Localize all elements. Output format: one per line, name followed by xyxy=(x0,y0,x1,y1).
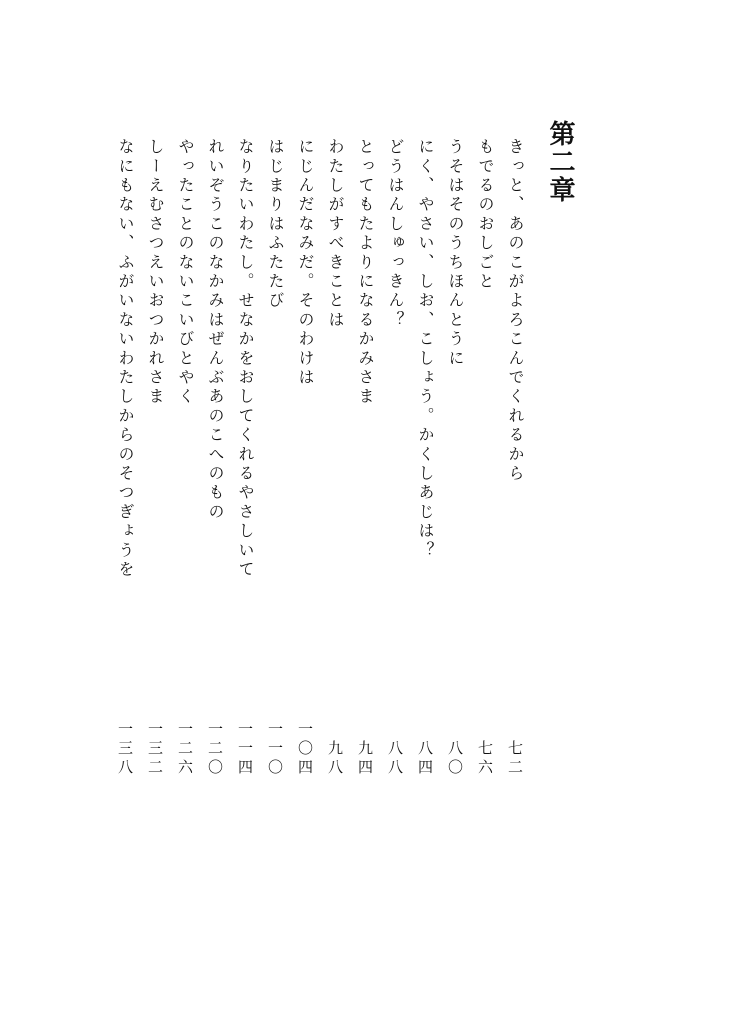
toc-entry[interactable] xyxy=(140,138,170,778)
toc-entry-title[interactable]: にじんだなみだ。そのわけは xyxy=(296,138,315,388)
toc-entry[interactable] xyxy=(230,138,260,778)
toc-entry-title[interactable]: わたしがすべきことは xyxy=(326,138,345,330)
toc-entry-title[interactable]: にく、やさい、しお、こしょう。かくしあじは？ xyxy=(416,138,435,561)
toc-entry-title[interactable]: はじまりはふたたび xyxy=(266,138,285,311)
toc-entry[interactable] xyxy=(260,138,290,778)
toc-entry-page-number: 一三八 xyxy=(116,721,134,778)
toc-entry-page-number: 九八 xyxy=(326,740,344,778)
toc-entry[interactable] xyxy=(170,138,200,778)
toc-entry-title[interactable]: やったことのないこいびとやく xyxy=(176,138,195,407)
toc-entry-page-number: 八四 xyxy=(416,740,434,778)
toc-entry-title[interactable]: れいぞうこのなかみはぜんぶあのこへのもの xyxy=(206,138,225,522)
toc-entry[interactable] xyxy=(500,138,530,778)
toc-entry-title[interactable]: なにもない、ふがいないわたしからのそつぎょうを xyxy=(116,138,135,580)
toc-entry[interactable] xyxy=(200,138,230,778)
toc-entry[interactable] xyxy=(320,138,350,778)
toc-entry[interactable] xyxy=(470,138,500,778)
toc-entry[interactable] xyxy=(290,138,320,778)
chapter-title: 第二章 xyxy=(545,120,575,204)
toc-entry-page-number: 一三二 xyxy=(146,721,164,778)
toc-entry-page-number: 七六 xyxy=(476,740,494,778)
toc-entry-page-number: 九四 xyxy=(356,740,374,778)
toc-entry-page-number: 八八 xyxy=(386,740,404,778)
toc-entry-page-number: 八〇 xyxy=(446,740,464,778)
toc-entry[interactable] xyxy=(110,138,140,778)
toc-entry-page-number: 一二〇 xyxy=(206,721,224,778)
toc-entry-page-number: 七二 xyxy=(506,740,524,778)
toc-entry-title[interactable]: もでるのおしごと xyxy=(476,138,495,292)
toc-entry-title[interactable]: しーえむさつえいおつかれさま xyxy=(146,138,165,407)
toc-entry-title[interactable]: きっと、あのこがよろこんでくれるから xyxy=(506,138,525,484)
toc-entry-page-number: 一一〇 xyxy=(266,721,284,778)
table-of-contents xyxy=(110,138,530,778)
toc-entry[interactable] xyxy=(380,138,410,778)
toc-entry-title[interactable]: なりたいわたし。せなかをおしてくれるやさしいて xyxy=(236,138,255,580)
toc-entry-title[interactable]: とってもたよりになるかみさま xyxy=(356,138,375,407)
toc-entry-title[interactable]: うそはそのうちほんとうに xyxy=(446,138,465,369)
toc-entry-title[interactable]: どうはんしゅっきん？ xyxy=(386,138,405,330)
toc-entry[interactable] xyxy=(440,138,470,778)
toc-entry[interactable] xyxy=(410,138,440,778)
toc-entry-page-number: 一二六 xyxy=(176,721,194,778)
toc-entry-page-number: 一一四 xyxy=(236,721,254,778)
toc-entry[interactable] xyxy=(350,138,380,778)
toc-entry-page-number: 一〇四 xyxy=(296,721,314,778)
